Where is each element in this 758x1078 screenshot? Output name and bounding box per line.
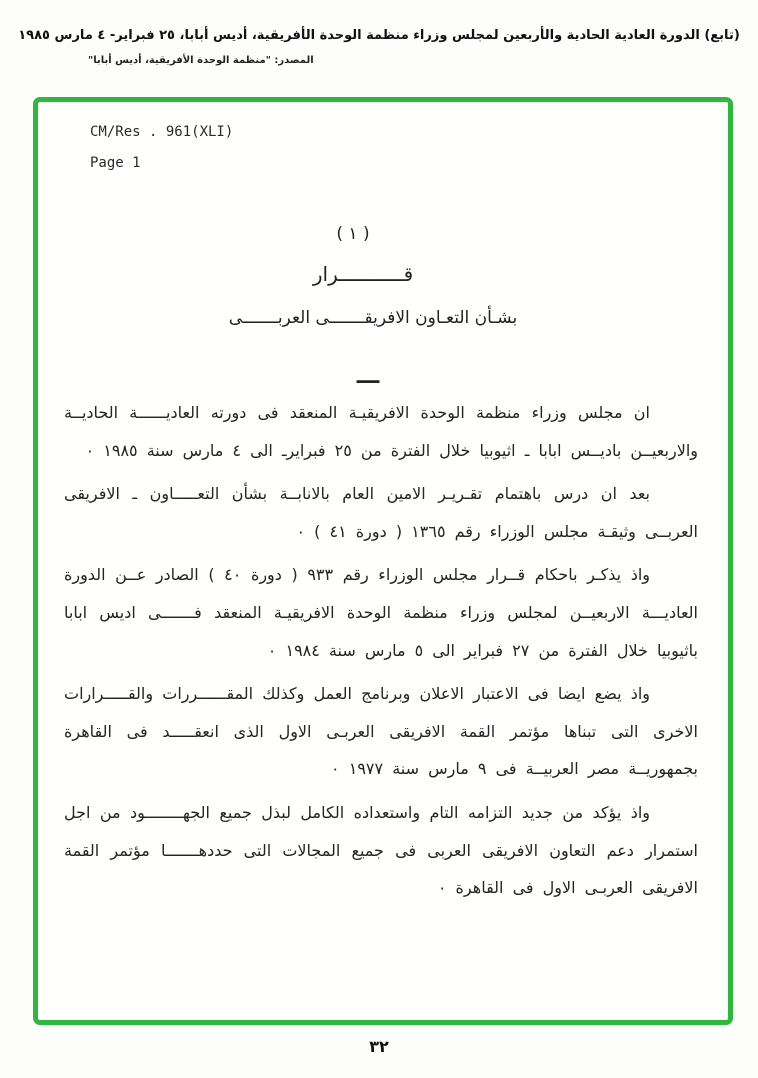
document-ref: CM/Res . 961(XLI) — [90, 124, 234, 140]
resolution-title: قـــــــــــرار — [312, 262, 414, 286]
document-body — [64, 394, 698, 913]
paragraph-5: واذ يؤكد من جديد التزامه التام واستعداده الكامل لبذل جميع الجهــــــــود من اجل استمرار دعم التعاون الافريقى العربى فى جميع المجالات التى حددهـــــــا مؤتمر القمة الافريقى العربـى الاول فى القاهرة ٠ — [64, 802, 698, 898]
document-reference-block — [90, 122, 233, 174]
header-source-line: المصدر: "منظمة الوحدة الأفريقية، أديس أبابا" — [88, 55, 314, 66]
paragraph-4: واذ يضع ايضا فى الاعتبار الاعلان وبرنامج العمل وكذلك المقــــــررات والقـــــرارات الاخرى التى تبناها مؤتمر القمة الافريقى العربـى الاول الذى انعقـــــد فى القاهرة بجمهوريــة مصر العربيــة فى ٩ مارس سنة ١٩٧٧ ٠ — [64, 684, 698, 779]
paragraph-2: بعد ان درس باهتمام تقـريـر الامين العام بالانابــة بشأن التعـــــاون ـ الافريقى العربــى وثيقـة مجلس الوزراء رقم ١٣٦٥ ( دورة ٤١ ) ٠ — [64, 484, 698, 541]
paragraph-3: واذ يذكـر باحكام قــرار مجلس الوزراء رقم ٩٣٣ ( دورة ٤٠ ) الصادر عــن الدورة العاديـــة الاربعيــن لمجلس وزراء منظمة الوحدة الافريقيـة المنعقد فـــــــى اديس ابابا باثيوبيا خلال الفترة من ٢٧ فبراير الى ٥ مارس سنة ١٩٨٤ ٠ — [64, 565, 698, 660]
resolution-subtitle: بشـأن التعـاون الافريقـــــــى العربـــــــى — [228, 308, 518, 328]
document-frame — [33, 97, 733, 1025]
footer-page-number: ٣٢ — [369, 1037, 389, 1056]
header-session-line: (تابع) الدورة العادية الحادية والأربعين لمجلس وزراء منظمة الوحدة الأفريقية، أديس أبابا، ٢٥ فبراير- ٤ مارس ١٩٨٥ — [18, 28, 740, 43]
document-page-label: Page 1 — [90, 155, 141, 171]
paragraph-1: ان مجلس وزراء منظمة الوحدة الافريقيـة المنعقد فى دورته العاديــــــة الحاديــة والاربعيــن باديــس ابابا ـ اثيوبيا خلال الفترة من ٢٥ فبرايرـ الى ٤ مارس سنة ١٩٨٥ ٠ — [64, 403, 698, 460]
item-number: ( ١ ) — [336, 224, 370, 244]
separator-mark: ـــ — [356, 364, 380, 389]
